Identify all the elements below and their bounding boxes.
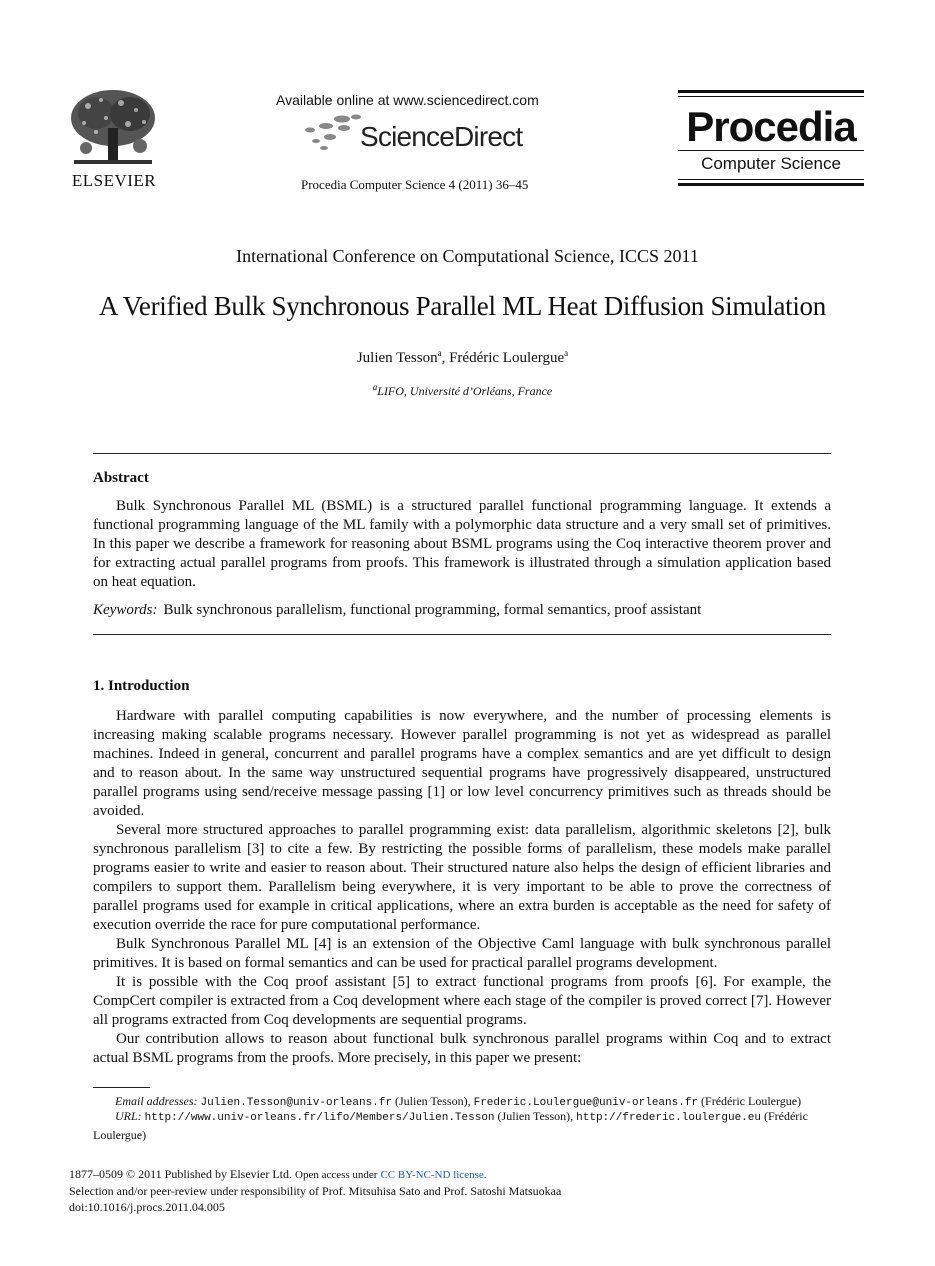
- email-link[interactable]: Frederic.Loulergue@univ-orleans.fr: [473, 1097, 699, 1109]
- procedia-logo-title: Procedia: [686, 103, 856, 150]
- url-label: URL:: [115, 1109, 142, 1123]
- email-owner: (Frédéric Loulergue): [701, 1094, 802, 1108]
- paragraph: Our contribution allows to reason about functional bulk synchronous parallel programs within Coq and to extract actual BSML programs from the proofs. More precisely, in this paper we present:: [93, 1031, 831, 1066]
- section-heading-introduction: 1. Introduction: [93, 678, 190, 694]
- sciencedirect-wordmark: ScienceDirect: [360, 121, 523, 152]
- divider: [93, 453, 831, 454]
- affiliation-mark: a: [372, 382, 378, 392]
- affiliation-mark: a: [564, 348, 569, 358]
- url-owner: (Frédéric Loulergue): [93, 1109, 808, 1142]
- open-access-text: Open access under: [295, 1169, 378, 1181]
- paragraph: Hardware with parallel computing capabilities is now everywhere, and the number of processing elements is increasing making scalable programs necessary. However parallel programming is not yet as widespread as parallel machines. Indeed in general, concurrent and parallel programs have a complex semantics and are yet difficult to design and to reason about. In the same way unstructured sequential programs have progressively disappeared, unstructured parallel programs using send/receive message passing [1] or low level concurrency primitives such as threads should be avoided.: [93, 708, 831, 819]
- paragraph: Several more structured approaches to parallel programming exist: data parallelism, algorithmic skeletons [2], bulk synchronous parallelism [3] to cite a few. By restricting the possible forms of parallelism, these models make parallel programs easier to write and easier to reason about. Their structured nature also helps the design of efficient libraries and compilers to support them. Parallelism being everywhere, it is very important to be able to prove the correctness of parallel programs used for example in critical applications, where an extra burden is acceptable as the need for safety of execution override the race for pure computational performance.: [93, 822, 831, 933]
- sciencedirect-dots-icon: [302, 113, 362, 153]
- affiliation: [0, 384, 925, 399]
- license-link[interactable]: CC BY-NC-ND license.: [380, 1169, 487, 1181]
- author-name: Frédéric Loulergue: [449, 350, 565, 366]
- author-separator: ,: [441, 350, 450, 366]
- paper-title: A Verified Bulk Synchronous Parallel ML Heat Diffusion Simulation: [99, 291, 826, 321]
- peer-review-line: Selection and/or peer-review under responsibility of Prof. Mitsuhisa Sato and Prof. Satoshi Matsuokaa: [69, 1184, 562, 1198]
- procedia-logo-subtitle: Computer Science: [701, 154, 841, 173]
- journal-reference: Procedia Computer Science 4 (2011) 36–45: [301, 177, 529, 192]
- email-owner: (Julien Tesson),: [394, 1094, 471, 1108]
- url-link[interactable]: http://frederic.loulergue.eu: [576, 1112, 761, 1124]
- keywords-text: Bulk synchronous parallelism, functional programming, formal semantics, proof assistant: [163, 602, 702, 618]
- conference-name: International Conference on Computational Science, ICCS 2011: [236, 246, 699, 266]
- affiliation-mark: a: [437, 348, 442, 358]
- email-label: Email addresses:: [115, 1094, 198, 1108]
- keywords: [93, 602, 701, 619]
- procedia-logo: [678, 90, 864, 190]
- elsevier-wordmark: ELSEVIER: [71, 171, 157, 190]
- divider: [93, 634, 831, 635]
- url-owner: (Julien Tesson),: [497, 1109, 574, 1123]
- keywords-label: Keywords:: [93, 602, 158, 618]
- abstract-text: Bulk Synchronous Parallel ML (BSML) is a structured parallel functional programming language. It extends a functional programming language of the ML family with a polymorphic data structure and a very small set of primitives. In this paper we describe a framework for reasoning about BSML programs using the Coq interactive theorem prover and for extracting actual parallel programs from proofs. This framework is illustrated through a simulation application based on heat equation.: [93, 498, 831, 590]
- copyright-text: 1877–0509 © 2011 Published by Elsevier Ltd.: [69, 1167, 292, 1181]
- doi-line: doi:10.1016/j.procs.2011.04.005: [69, 1200, 225, 1214]
- available-online-text: Available online at www.sciencedirect.com: [276, 92, 539, 108]
- copyright-line: [69, 1167, 487, 1182]
- url-link[interactable]: http://www.univ-orleans.fr/lifo/Members/Julien.Tesson: [144, 1112, 495, 1124]
- author-list: [0, 350, 925, 367]
- author-name: Julien Tesson: [356, 350, 438, 366]
- paragraph: It is possible with the Coq proof assistant [5] to extract functional programs from proofs [6]. For example, the CompCert compiler is extracted from a Coq development where each stage of the compiler is proved correct [7]. However all programs extracted from Coq developments are sequential programs.: [93, 974, 831, 1028]
- abstract-heading: Abstract: [93, 470, 149, 486]
- paragraph: Bulk Synchronous Parallel ML [4] is an extension of the Objective Caml language with bulk synchronous parallel primitives. It is based on formal semantics and can be used for practical parallel programs development.: [93, 936, 831, 971]
- affiliation-text: LIFO, Université d’Orléans, France: [377, 384, 553, 398]
- email-link[interactable]: Julien.Tesson@univ-orleans.fr: [200, 1097, 392, 1109]
- footnote-rule: [93, 1087, 150, 1088]
- footnote-urls: [93, 1108, 831, 1144]
